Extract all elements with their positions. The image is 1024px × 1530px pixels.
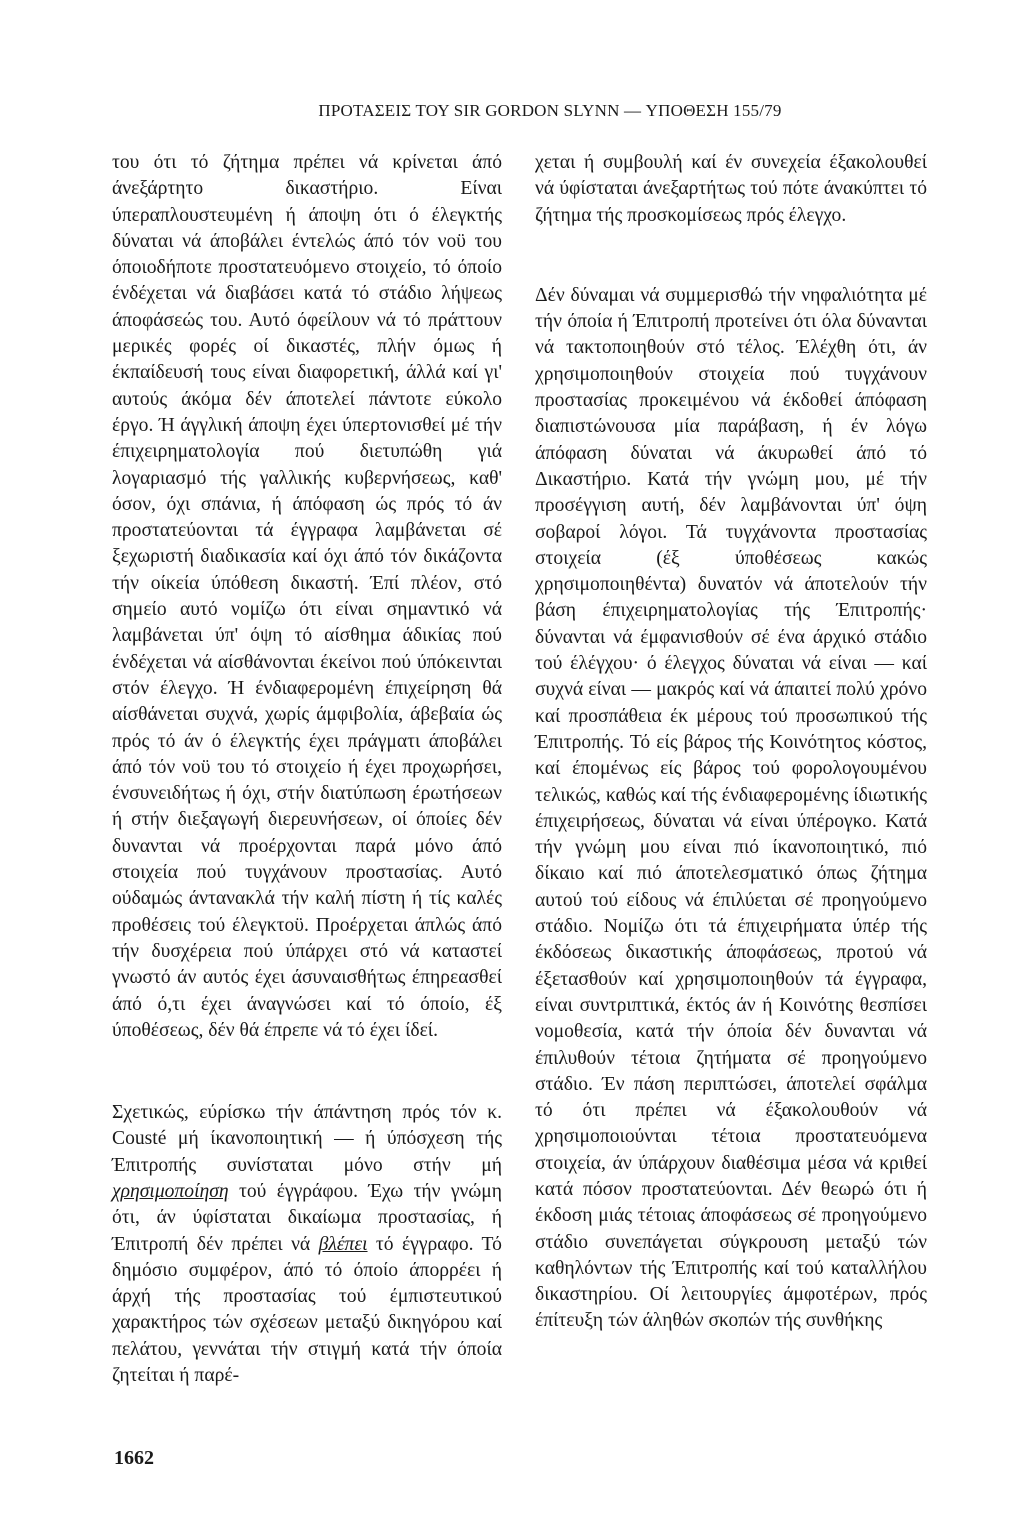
emphasis-chrisimopoiisi: χρησιμοποίηση <box>112 1180 229 1202</box>
right-paragraph-1: χεται ή συμβουλή καί έν συνεχεία έξακολουθεί νά ύφίσταται άνεξαρτήτως τού πότε άνακύπτει τό ζήτημα τής προσκομίσεως πρός έλεγχο. <box>535 152 927 226</box>
left-paragraph-2-text-c: τό έγγραφο. Τό δημόσιο συμφέρον, άπό τό όποίο άπορρέει ή άρχή τής προστασίας τού έμπιστευτικού χαρακτήρος τών σχέσεων μεταξύ δικηγόρου καί πελάτου, γεννάται τήν στιγμή κατά τήν όποία ζητείται ή παρέ- <box>112 1233 502 1387</box>
emphasis-vlepei: βλέπει <box>318 1233 368 1255</box>
left-paragraph-1: του ότι τό ζήτημα πρέπει νά κρίνεται άπό άνεξάρτητο δικαστήριο. Είναι ύπεραπλουστευμένη ή άποψη ότι ό έλεγκτής δύναται νά άποβάλει έντελώς άπό τόν νοϋ του όποιοδήποτε προστατευόμενο στοιχείο, τό όποίο ένδέχεται νά διαβάσει κατά τό στάδιο λήψεως άποφάσεώς του. Αυτό όφείλουν νά τό πράττουν μερικές φορές οί δικαστές, πλήν όμως ή έκπαίδευσή τους είναι διαφορετική, άλλά καί γι' αυτούς άκόμα δέν άποτελεί πάντοτε εύκολο έργο. Ή άγγλική άποψη έχει ύπερτονισθεί μέ τήν έπιχειρηματολογία πού διετυπώθη γιά λογαριασμό τής γαλλικής κυβερνήσεως, καθ' όσον, όχι σπάνια, ή άπόφαση ώς πρός τό άν προστατεύονται τά έγγραφα λαμβάνεται σέ ξεχωριστή διαδικασία καί όχι άπό τόν δικάζοντα τήν οίκεία ύπόθεση δικαστή. Έπί πλέον, στό σημείο αυτό νομίζω ότι είναι σημαντικό νά λαμβάνεται ύπ' όψη τό αίσθημα άδικίας πού ένδέχεται νά αίσθάνονται έκείνοι πού ύπόκεινται στόν έλεγχο. Ή ένδιαφερομένη έπιχείρηση θά αίσθάνεται συχνά, χωρίς άμφιβολία, άβεβαία ώς πρός τό άν ό έλεγκτής έχει πράγματι άποβάλει άπό τόν νοϋ του τό στοιχείο ή έχει προχωρήσει, ένσυνειδήτως ή όχι, στήν διατύπωση έρωτήσεων ή στήν διεξαγωγή διερευνήσεων, οί όποίες δέν δυνανται νά προέρχονται παρά μόνο άπό στοιχεία πού τυγχάνουν προστασίας. Αυτό ούδαμώς άντανακλά τήν καλή πίστη ή τίς καλές προθέσεις τού έλεγκτοϋ. Προέρχεται άπλώς άπό τήν δυσχέρεια πού ύπάρχει στό νά καταστεί γνωστό άν αυτός έχει άσυναισθήτως έπηρεασθεί άπό ό,τι έχει άναγνώσει καί τό όποίο, έξ ύποθέσεως, δέν θά έπρεπε νά τό έχει ίδεί. <box>112 152 502 1041</box>
left-column <box>112 150 502 1389</box>
right-column <box>535 150 927 1335</box>
left-paragraph-2 <box>112 1100 502 1389</box>
page-number: 1662 <box>114 1447 154 1469</box>
right-paragraph-2: Δέν δύναμαι νά συμμερισθώ τήν νηφαλιότητα μέ τήν όποία ή Έπιτροπή προτείνει ότι όλα δύνανται νά τακτοποιηθούν στό τέλος. Έλέχθη ότι, άν χρησιμοποιηθούν στοιχεία πού τυγχάνουν προστασίας προκειμένου νά έκδοθεί άπόφαση διαπιστώνουσα μία παράβαση, ή έν λόγω άπόφαση δύναται νά άκυρωθεί άπό τό Δικαστήριο. Κατά τήν γνώμη μου, μέ τήν προσέγγιση αυτή, δέν λαμβάνονται ύπ' όψη σοβαροί λόγοι. Τά τυγχάνοντα προστασίας στοιχεία (έξ ύποθέσεως κακώς χρησιμοποιηθέντα) δυνατόν νά άποτελούν τήν βάση έπιχειρηματολογίας τής Έπιτροπής· δύνανται νά έμφανισθούν σέ ένα άρχικό στάδιο τού έλέγχου· ό έλεγχος δύναται νά είναι — καί συχνά είναι — μακρός καί νά άπαιτεί πολύ χρόνο καί προσπάθεια έκ μέρους τού προσωπικού τής Έπιτροπής. Τό είς βάρος τής Κοινότητος κόστος, καί έπομένως είς βάρος τού φορολογουμένου τελικώς, καθώς καί τής ένδιαφερομένης ίδιωτικής έπιχειρήσεως, δύναται νά είναι ύπέρογκο. Κατά τήν γνώμη μου είναι πιό ίκανοποιητικό, πιό δίκαιο καί πιό άποτελεσματικό όπως ζήτημα αυτού τού είδους νά έπιλύεται σέ προηγούμενο στάδιο. Νομίζω ότι τά έπιχειρήματα ύπέρ τής έκδόσεως δικαστικής άποφάσεως, προτού νά έξετασθούν καί χρησιμοποιηθούν τά έγγραφα, είναι συντριπτικά, έκτός άν ή Κοινότης θεσπίσει νομοθεσία, κατά τήν όποία δέν δυνανται νά έπιλυθούν τέτοια ζητήματα σέ προηγούμενο στάδιο. Έν πάση περιπτώσει, άποτελεί σφάλμα τό ότι πρέπει νά έξακολουθούν νά χρησιμοποιούνται τέτοια προστατευόμενα στοιχεία, άν ύπάρχουν διαθέσιμα μέσα νά κριθεί κατά πόσον προστατεύονται. Δέν θεωρώ ότι ή έκδοση μιάς τέτοιας άποφάσεως σέ προηγούμενο στάδιο συνεπάγεται σύγκρουση μεταξύ τών καθηλόντων τής Έπιτροπής καί τού καταλλήλου δικαστηρίου. Οί λειτουργίες άμφοτέρων, πρός έπίτευξη τών άληθών σκοπών τής συνθήκης <box>535 284 927 1332</box>
running-header: ΠΡΟΤΑΣΕΙΣ ΤΟΥ SIR GORDON SLYNN — ΥΠΟΘΕΣΗ 155/79 <box>318 101 782 120</box>
left-paragraph-2-text-a: Σχετικώς, εύρίσκω τήν άπάντηση πρός τόν κ. Cousté μή ίκανοποιητική — ή ύπόσχεση τής Έπιτροπής συνίσταται μόνο στήν μή <box>112 1102 502 1176</box>
left-paragraph-2-text-b: τού έγγράφου. Έχω τήν γνώμη ότι, άν ύφίσταται δικαίωμα προστασίας, ή Έπιτροπή δέν πρέπει νά <box>112 1180 502 1255</box>
